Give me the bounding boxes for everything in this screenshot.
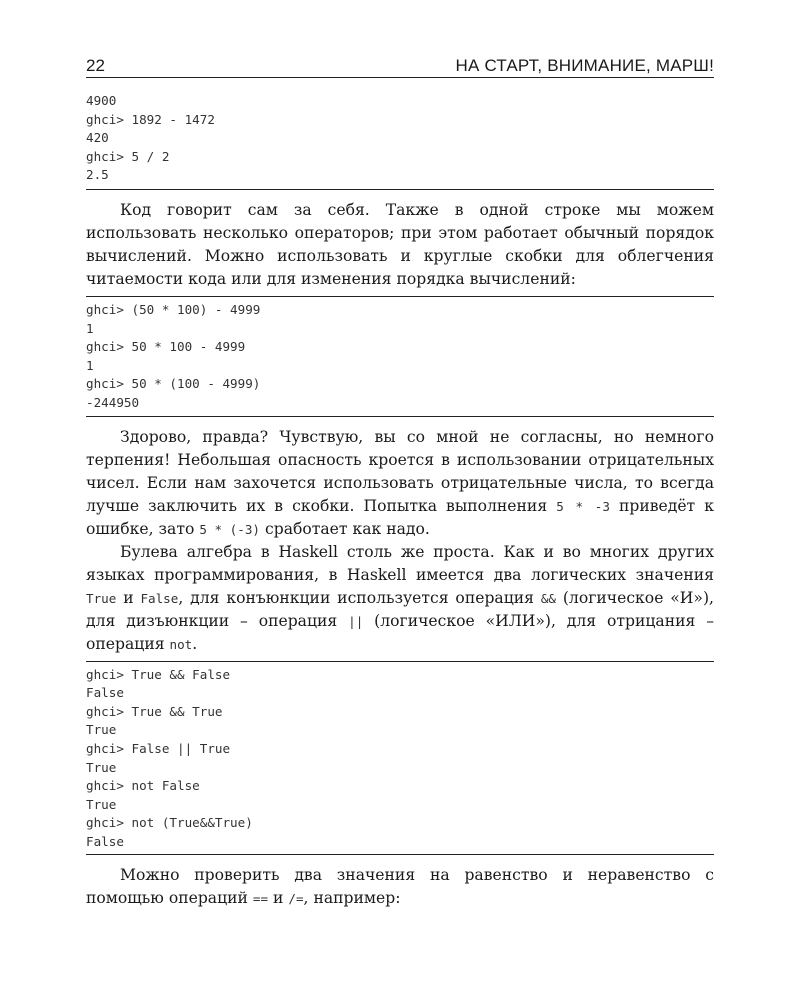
book-page: [86, 56, 714, 910]
chapter-title: НА СТАРТ, ВНИМАНИЕ, МАРШ!: [455, 56, 714, 75]
paragraph-boolean: [86, 541, 714, 656]
inline-code: &&: [540, 590, 556, 606]
code-line: -244950: [86, 394, 140, 410]
prose-section-2: [86, 417, 714, 661]
code-line: ghci> 50 * (100 - 4999): [86, 376, 261, 392]
paragraph-negative-numbers: [86, 426, 714, 541]
code-line: True: [86, 759, 117, 775]
prose-section-1: [86, 190, 714, 296]
text-run: .: [192, 634, 198, 653]
inline-code: ||: [348, 613, 364, 629]
inline-code: 5 * -3: [556, 498, 610, 514]
inline-code: not: [169, 636, 193, 652]
code-line: 2.5: [86, 167, 109, 183]
code-line: ghci> 50 * 100 - 4999: [86, 339, 246, 355]
page-header: [86, 56, 714, 78]
inline-code: ==: [252, 891, 269, 907]
code-line: ghci> True && False: [86, 666, 231, 682]
code-line: True: [86, 796, 117, 812]
inline-code: 5 * (-3): [199, 521, 261, 537]
text-run: , для конъюнкции используется операция: [178, 588, 541, 607]
inline-code: /=: [288, 891, 304, 907]
code-block-boolean: [86, 661, 714, 856]
code-line: 4900: [86, 93, 117, 108]
code-line: True: [86, 722, 117, 738]
code-block-arithmetic: [86, 78, 714, 190]
code-line: 420: [86, 130, 109, 146]
text-run: , например:: [303, 889, 401, 908]
code-line: ghci> 1892 - 1472: [86, 111, 215, 127]
code-line: ghci> True && True: [86, 703, 223, 719]
paragraph-operators: Код говорит сам за себя. Также в одной строке мы можем использовать несколько операторов; при этом работает обычный порядок вычислений. Можно использовать и круглые скобки для облегчения читаемости кода или для изменения порядка вычислений:: [86, 200, 714, 288]
code-line: 1: [86, 357, 94, 373]
text-run: Здорово, правда? Чувствую, вы со мной не согласны, но немного терпения! Небольшая опасность кроется в использовании отрицательных чисел. Если нам захочется использовать отрицательные числа, то всегда лучше заключить их в скобки. Попытка выполнения: [86, 427, 714, 515]
prose-section-3: [86, 855, 714, 910]
inline-code: True: [86, 590, 117, 606]
text-run: сработает как надо.: [260, 519, 430, 538]
code-line: False: [86, 685, 124, 701]
code-line: ghci> (50 * 100) - 4999: [86, 301, 261, 317]
text-run: и: [116, 588, 141, 607]
code-line: 1: [86, 320, 94, 336]
code-line: ghci> not False: [86, 778, 200, 794]
inline-code: False: [140, 590, 179, 606]
paragraph-equality: [86, 864, 714, 910]
text-run: (логическое «ИЛИ»), для отрицания – операция: [86, 611, 715, 653]
text-run: и: [268, 889, 289, 908]
text-run: Можно проверить два значения на равенство и неравенство с помощью операций: [86, 866, 714, 908]
page-number: 22: [86, 56, 105, 75]
code-line: ghci> False || True: [86, 740, 231, 756]
code-line: ghci> not (True&&True): [86, 815, 253, 831]
text-run: приведёт к ошибке, зато: [86, 496, 714, 538]
text-run: (логическое «И»), для дизъюнкции – операция: [86, 588, 714, 630]
code-line: False: [86, 833, 124, 849]
text-run: Булева алгебра в Haskell столь же проста. Как и во многих других языках программирования, в Haskell имеется два логических значения: [86, 542, 714, 584]
code-line: ghci> 5 / 2: [86, 148, 170, 164]
code-block-precedence: [86, 296, 714, 417]
